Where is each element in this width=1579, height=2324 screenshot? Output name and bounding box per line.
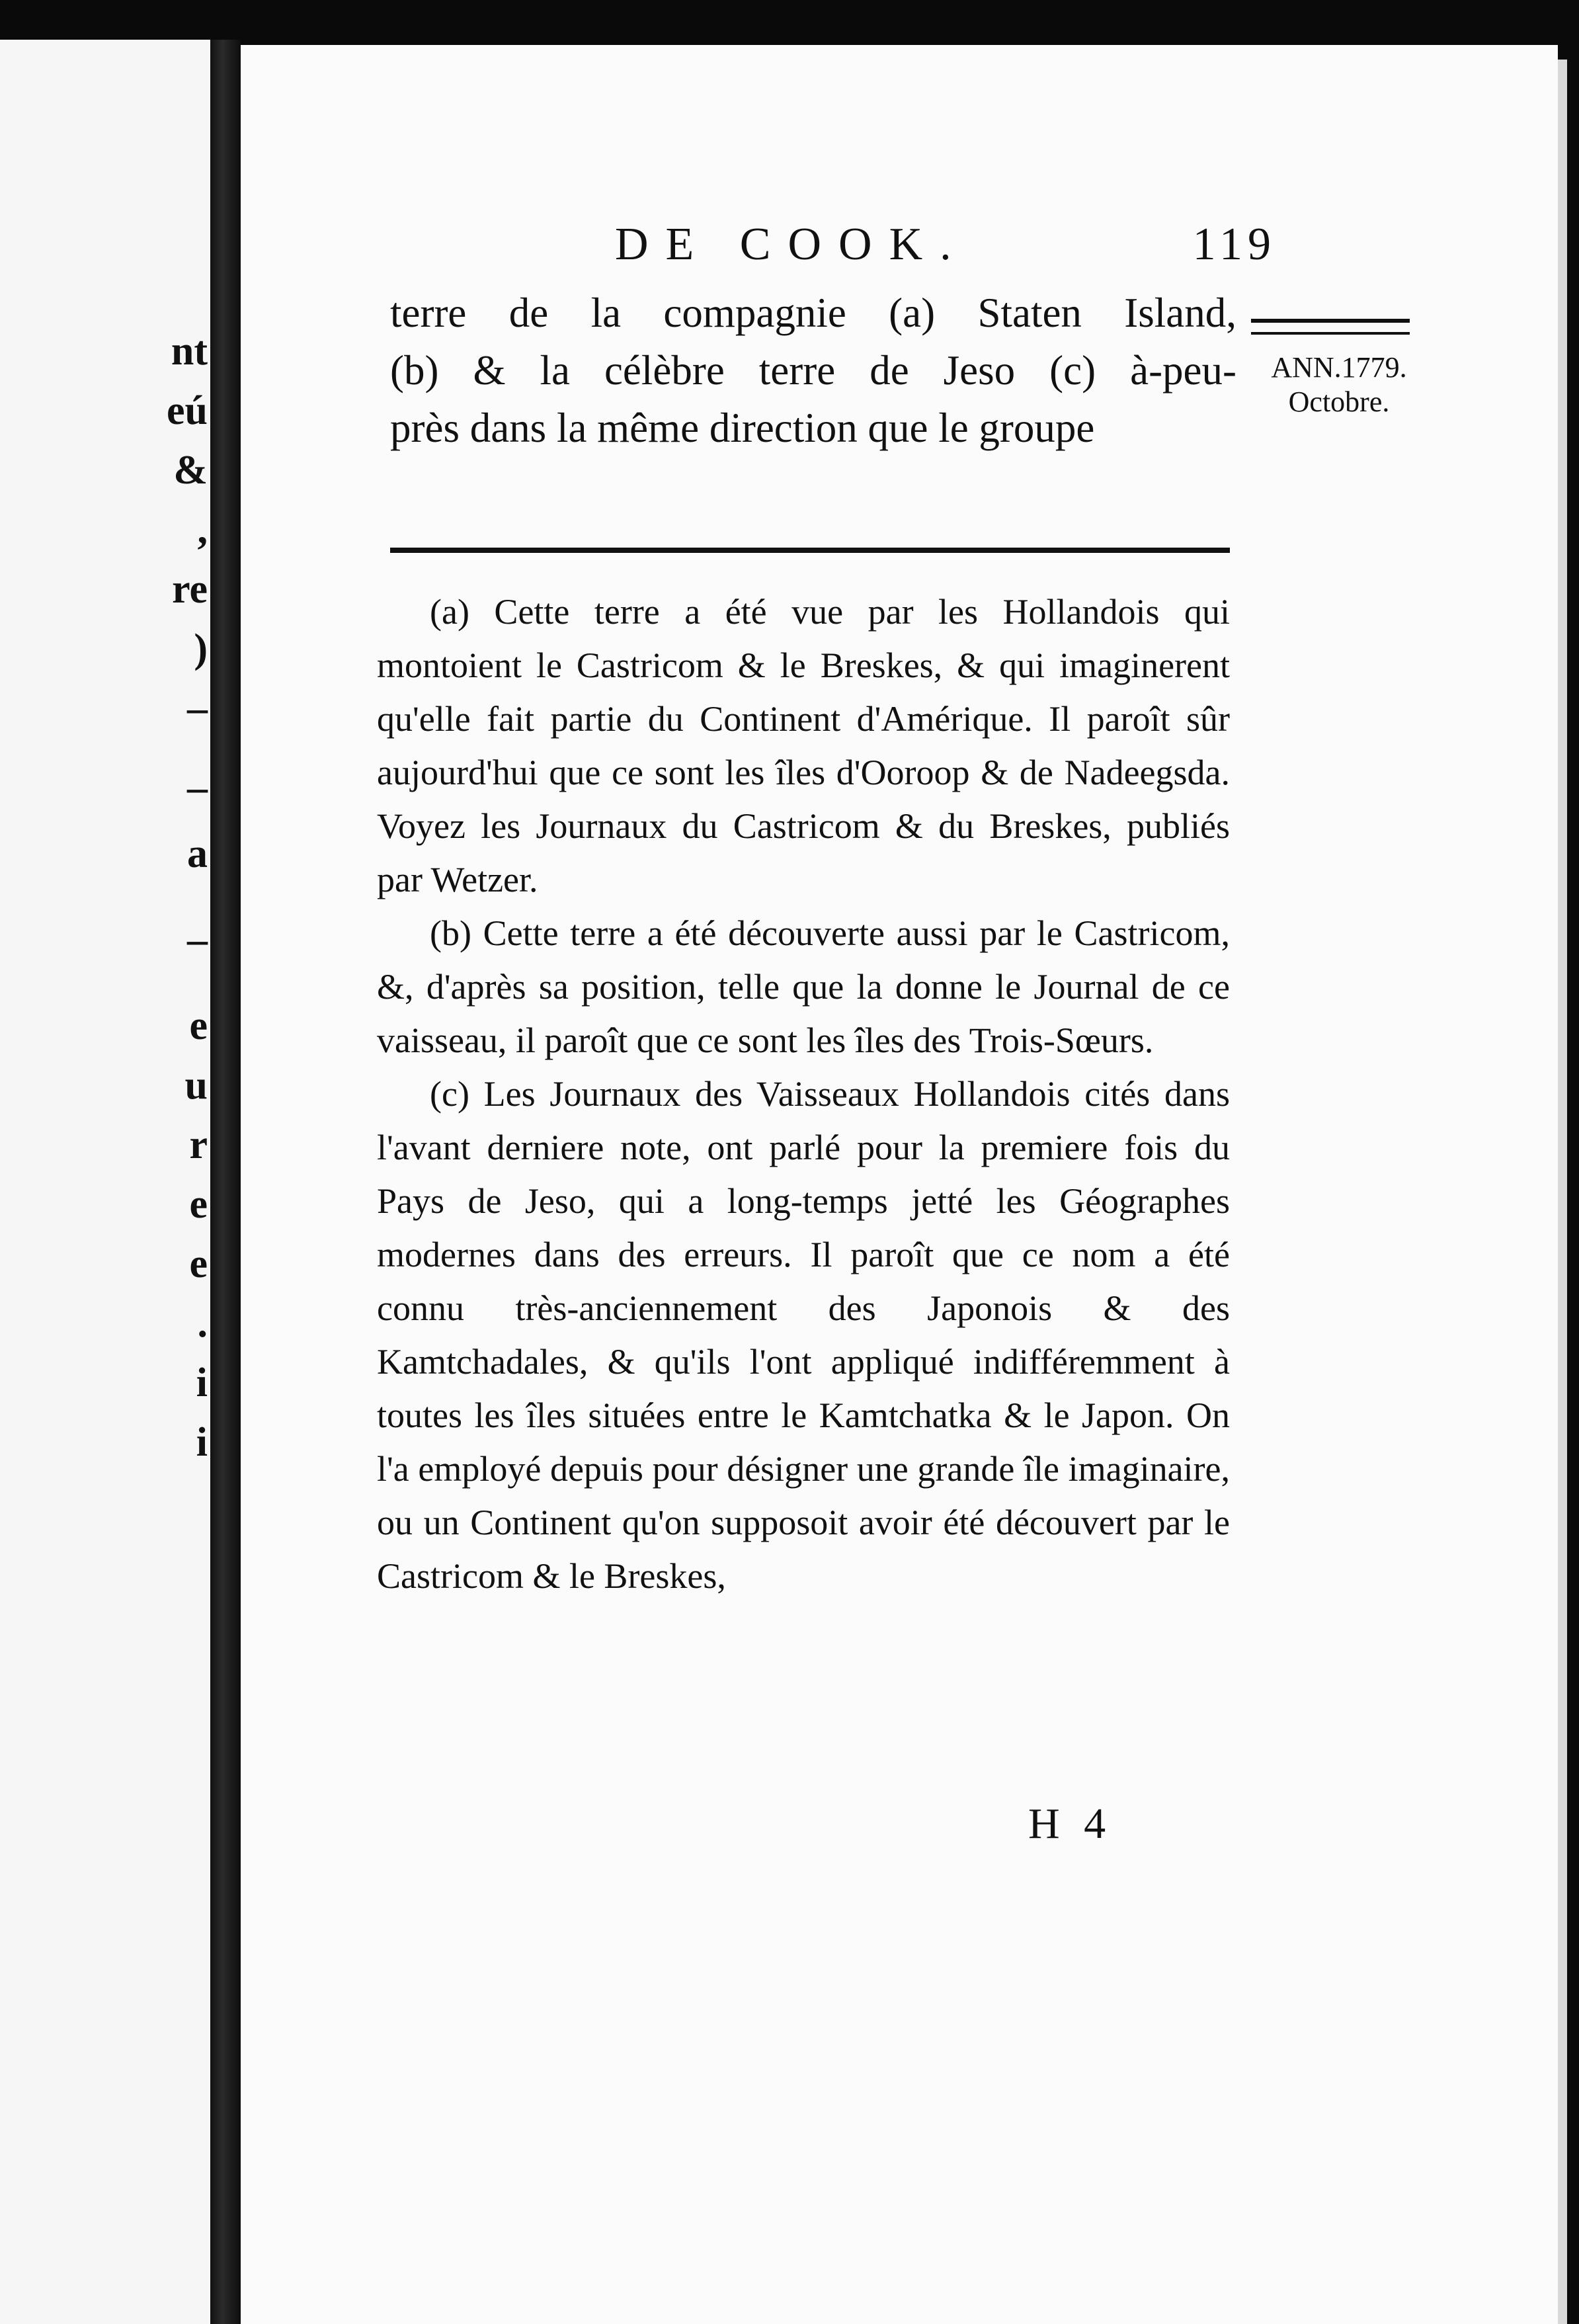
body-line: (b) & la célèbre terre de Jeso (c) à-peu- — [390, 347, 1236, 394]
edge-char: i — [196, 1420, 208, 1465]
main-text — [390, 284, 1236, 457]
edge-char: re — [172, 567, 208, 612]
book-gutter — [210, 40, 241, 2324]
edge-char: eú — [167, 388, 208, 433]
body-line: terre de la compagnie (a) Staten Island, — [390, 290, 1236, 336]
edge-char: , — [197, 507, 208, 552]
edge-char: u — [184, 1063, 208, 1108]
margin-note-month: Octobre. — [1288, 386, 1390, 418]
edge-char: a — [187, 831, 208, 876]
footnotes — [377, 585, 1230, 1603]
footnote-c: (c) Les Journaux des Vaisseaux Hollandois cités dans l'avant derniere note, ont parlé pour la premiere fois du Pays de Jeso, qui a long-temps jetté les Géographes modernes dans des erreurs. Il paroît que ce nom a été connu très-anciennement des Japonois & des Kamtchadales, & qu'ils l'ont appliqué indifféremment à toutes les îles situées entre le Kamtchatka & le Japon. On l'a employé depuis pour désigner une grande île imaginaire, ou un Continent qu'on supposoit avoir été découvert par le Castricom & le Breskes, — [377, 1074, 1230, 1596]
edge-char: r — [189, 1122, 208, 1167]
edge-char: e — [189, 1241, 208, 1286]
footnote-a: (a) Cette terre a été vue par les Hollandois qui montoient le Castricom & le Breskes, & qui imaginerent qu'elle fait partie du Continent d'Amérique. Il paroît sûr aujourd'hui que ce sont les îles d'Ooroop & de Nadeegsda. Voyez les Journaux du Castricom & du Breskes, publiés par Wetzer. — [377, 592, 1230, 899]
running-head: DE COOK. — [615, 219, 969, 270]
page-edge — [1558, 60, 1567, 2324]
edge-char: nt — [171, 329, 208, 374]
margin-rule — [1251, 319, 1410, 335]
margin-note-year: ANN.1779. — [1271, 351, 1407, 384]
edge-char: e — [189, 1182, 208, 1227]
edge-char: . — [197, 1301, 208, 1346]
margin-note — [1243, 351, 1435, 419]
body-line: près dans la même direction que le groupe — [390, 405, 1095, 451]
edge-char: – — [187, 917, 208, 962]
page-number: 119 — [1192, 219, 1276, 270]
edge-char: i — [196, 1360, 208, 1405]
signature-mark: H 4 — [1028, 1800, 1113, 1848]
edge-char: – — [187, 686, 208, 731]
edge-char: & — [173, 448, 208, 493]
footnote-separator — [390, 548, 1230, 553]
left-page — [0, 40, 210, 2324]
edge-char: – — [187, 765, 208, 810]
page-header — [615, 218, 1276, 278]
edge-char: ) — [194, 626, 208, 671]
edge-char: e — [189, 1003, 208, 1048]
footnote-b: (b) Cette terre a été découverte aussi par le Castricom, &, d'après sa position, telle que la donne le Journal de ce vaisseau, il paroît que ce sont les îles des Trois-Sœurs. — [377, 913, 1230, 1060]
